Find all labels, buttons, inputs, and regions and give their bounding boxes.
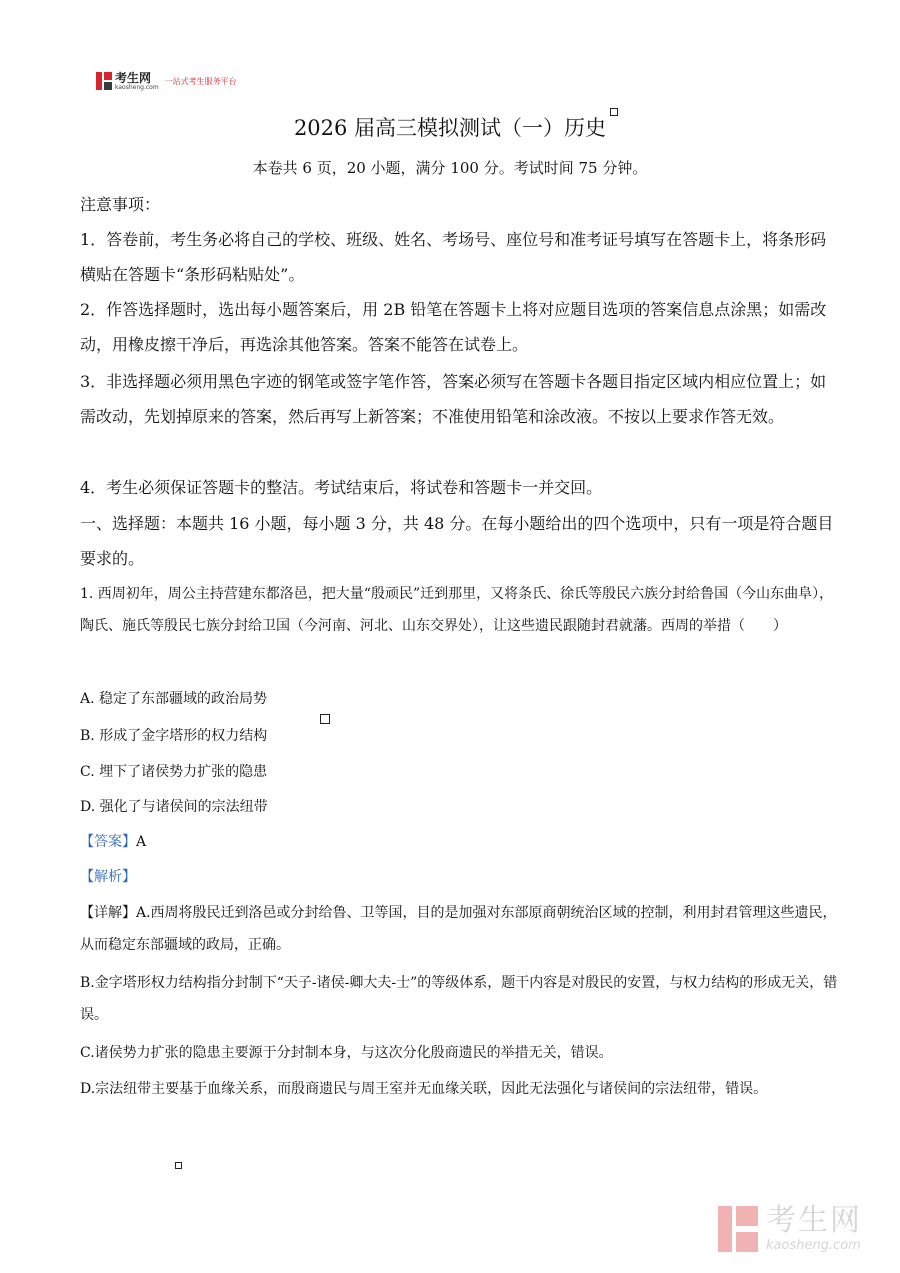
watermark-name: 考生网: [766, 1203, 862, 1238]
logo-slogan: 一站式考生服务平台: [164, 76, 237, 86]
logo-domain: kaosheng.com: [115, 83, 159, 91]
answer-label: 【答案】: [80, 834, 136, 850]
detail-a-text: A.西周将殷民迁到洛邑或分封给鲁、卫等国，目的是加强对东部原商朝统治区域的控制，利用封君管理这些遗民，从而稳定东部疆域的政局，正确。: [80, 905, 837, 953]
logo-name: 考生网: [115, 70, 152, 85]
detail-c: C.诸侯势力扩张的隐患主要源于分封制本身，与这次分化殷商遗民的举措无关，错误。: [80, 1045, 613, 1061]
option-a: A. 稳定了东部疆域的政治局势: [80, 691, 268, 707]
question-stem: 1. 西周初年，周公主持营建东都洛邑，把大量“殷顽民”迁到那里，又将条氏、徐氏等殷民六族分封给鲁国（今山东曲阜），陶氏、施氏等殷民七族分封给卫国（今河南、河北、山东交界处），让这些遗民跟随封君就藩。西周的举措（ ）: [80, 586, 834, 634]
exam-title: 2026 届高三模拟测试（一）历史: [293, 116, 607, 140]
option-b: B. 形成了金字塔形的权力结构: [80, 728, 268, 744]
notice-item-4: 4．考生必须保证答题卡的整洁。考试结束后，将试卷和答题卡一并交回。: [80, 478, 603, 497]
option-d: D. 强化了与诸侯间的宗法纽带: [80, 799, 268, 815]
kaosheng-logo-icon: [96, 72, 112, 90]
answer-value: A: [136, 834, 147, 850]
header-logo: [96, 70, 237, 92]
notice-heading: 注意事项：: [80, 195, 161, 214]
answer-line: [80, 832, 146, 852]
square-marker-icon: [175, 1162, 182, 1169]
detail-d: D.宗法纽带主要基于血缘关系，而殷商遗民与周王室并无血缘关联，因此无法强化与诸侯间的宗法纽带，错误。: [80, 1081, 768, 1097]
square-marker-icon: [320, 714, 330, 724]
detail-b: B.金字塔形权力结构指分封制下“天子-诸侯-卿大夫-士”的等级体系，题干内容是对殷民的安置，与权力结构的形成无关，错误。: [80, 975, 838, 1023]
notice-item-3: 3．非选择题必须用黑色字迹的钢笔或签字笔作答，答案必须写在答题卡各题目指定区域内相应位置上；如需改动，先划掉原来的答案，然后再写上新答案；不准使用铅笔和涂改液。不按以上要求作答无效。: [80, 372, 827, 426]
exam-subtitle: 本卷共 6 页，20 小题，满分 100 分。考试时间 75 分钟。: [252, 159, 648, 177]
section-heading: 一、选择题：本题共 16 小题，每小题 3 分，共 48 分。在每小题给出的四个选项中，只有一项是符合题目要求的。: [80, 514, 834, 568]
square-marker-icon: [610, 108, 618, 116]
detail-a: [80, 897, 840, 961]
option-c: C. 埋下了诸侯势力扩张的隐患: [80, 764, 268, 780]
watermark-domain: kaosheng.com: [766, 1238, 861, 1253]
notice-item-2: 2．作答选择题时，选出每小题答案后，用 2B 铅笔在答题卡上将对应题目选项的答案信息点涂黑；如需改动，用橡皮擦干净后，再选涂其他答案。答案不能答在试卷上。: [80, 300, 827, 354]
detail-label: 【详解】: [80, 905, 136, 921]
notice-item-1: 1．答卷前，考生务必将自己的学校、班级、姓名、考场号、座位号和准考证号填写在答题卡上，将条形码横贴在答题卡“条形码粘贴处”。: [80, 230, 827, 284]
kaosheng-watermark-icon: [718, 1206, 758, 1252]
watermark: [718, 1203, 862, 1253]
analysis-label: 【解析】: [80, 869, 136, 885]
